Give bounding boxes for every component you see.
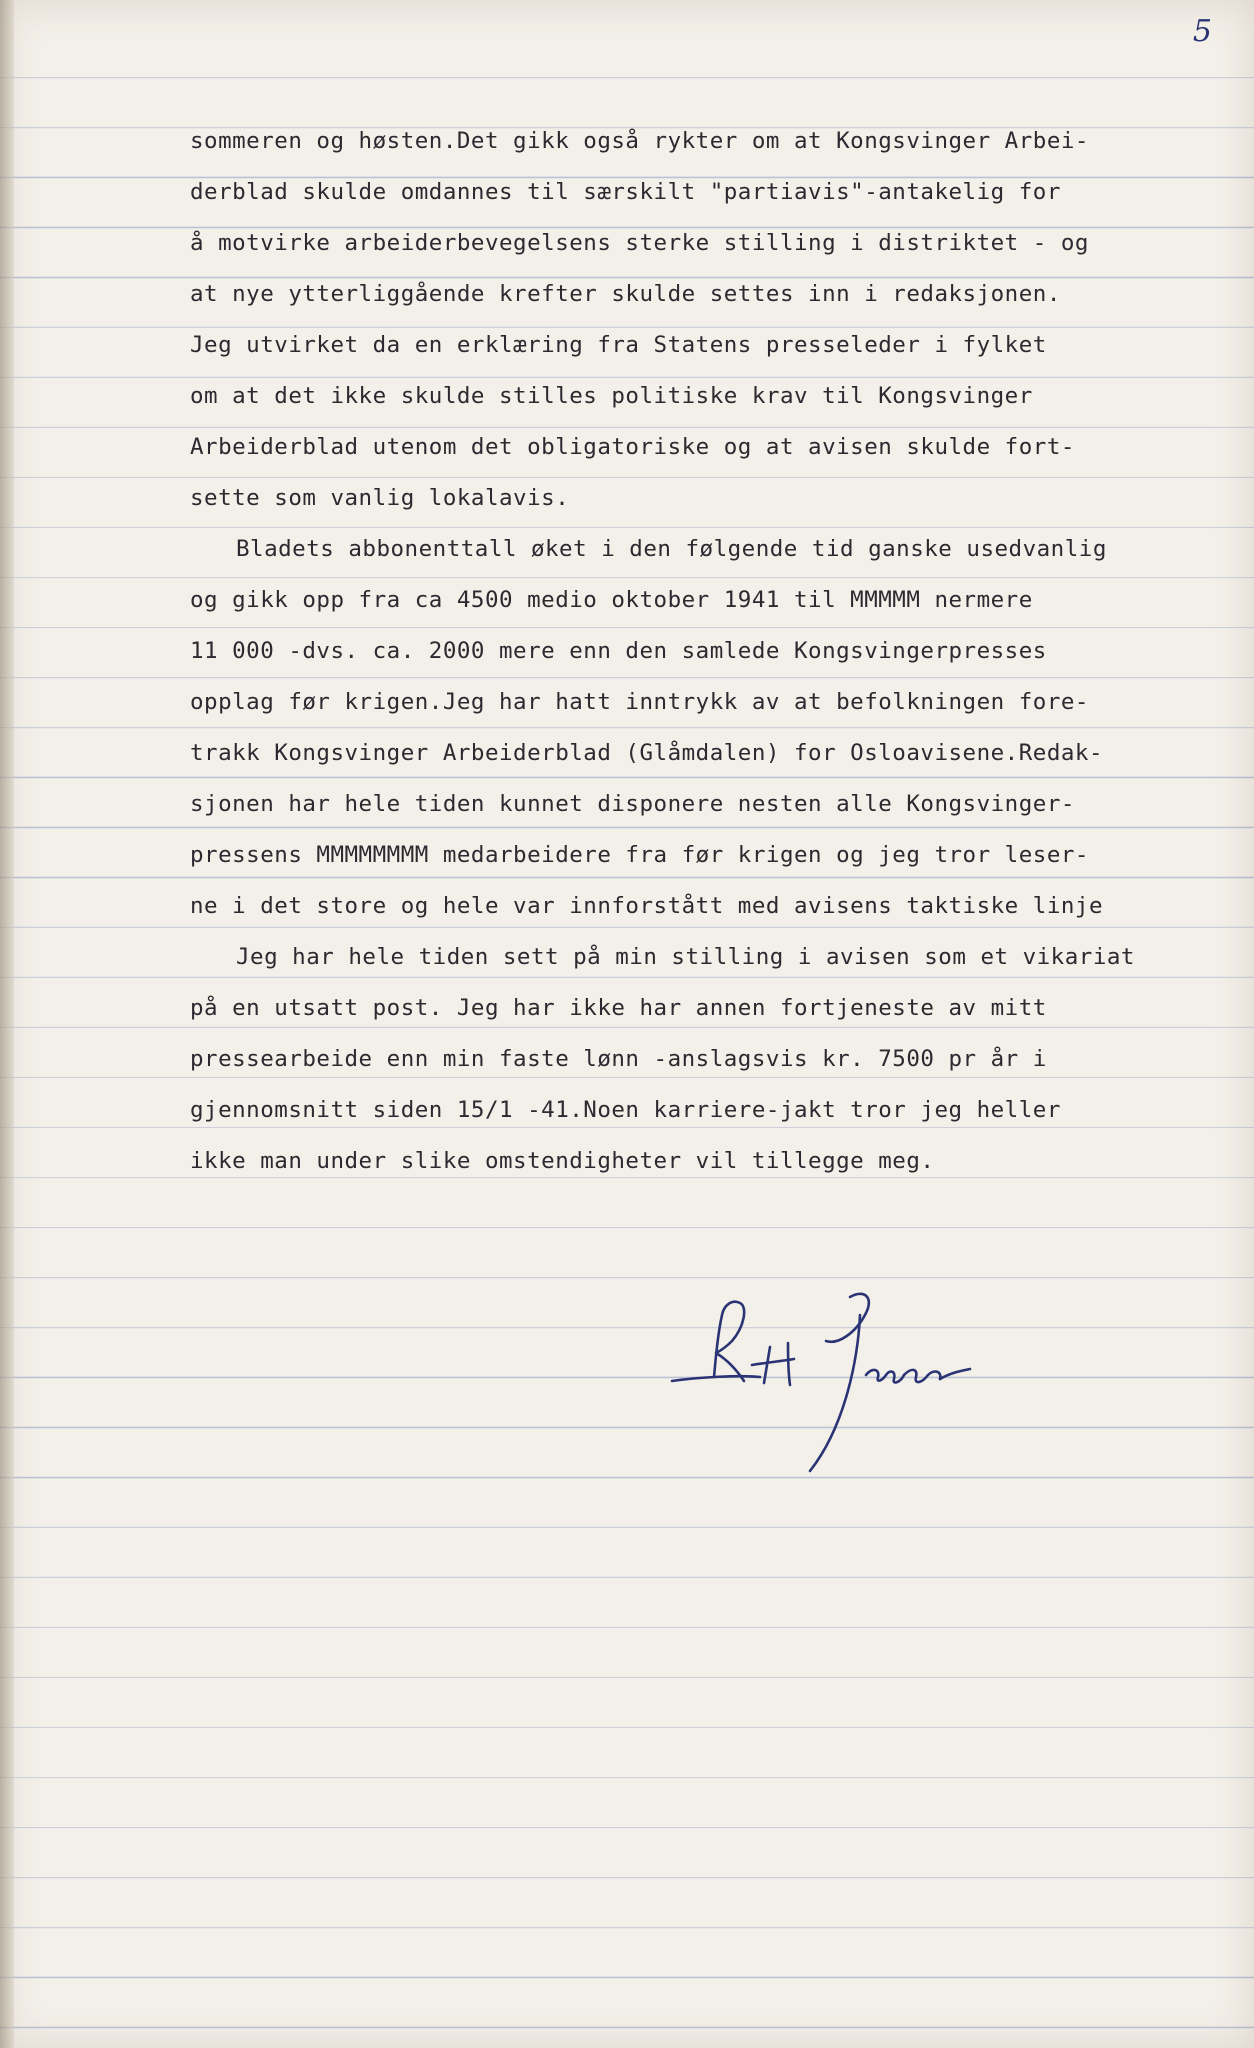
text-line: sjonen har hele tiden kunnet disponere nesten alle Kongsvinger- — [190, 791, 1075, 817]
text-line: gjennomsnitt siden 15/1 -41.Noen karriere-jakt tror jeg heller — [190, 1097, 1061, 1123]
text-line: sette som vanlig lokalavis. — [190, 485, 570, 511]
text-line: at nye ytterliggående krefter skulde settes inn i redaksjonen. — [190, 281, 1061, 307]
text-line: 11 000 -dvs. ca. 2000 mere enn den samlede Kongsvingerpresses — [190, 638, 1047, 664]
text-line: ikke man under slike omstendigheter vil tillegge meg. — [190, 1148, 935, 1174]
text-line: å motvirke arbeiderbevegelsens sterke stilling i distriktet - og — [190, 230, 1089, 256]
text-line: om at det ikke skulde stilles politiske krav til Kongsvinger — [190, 383, 1033, 409]
page-number: 5 — [1192, 14, 1212, 49]
text-line: Jeg utvirket da en erklæring fra Statens presseleder i fylket — [190, 332, 1047, 358]
text-line: Bladets abbonenttall øket i den følgende tid ganske usedvanlig — [236, 536, 1107, 562]
text-line: ne i det store og hele var innforstått med avisens taktiske linje — [190, 893, 1103, 919]
text-line: Jeg har hele tiden sett på min stilling i avisen som et vikariat — [236, 944, 1135, 970]
text-line: sommeren og høsten.Det gikk også rykter om at Kongsvinger Arbei- — [190, 128, 1089, 154]
text-line: trakk Kongsvinger Arbeiderblad (Glåmdalen) for Osloavisene.Redak- — [190, 740, 1103, 766]
text-line: pressens MMMMMMMM medarbeidere fra før krigen og jeg tror leser- — [190, 842, 1089, 868]
text-line: opplag før krigen.Jeg har hatt inntrykk av at befolkningen fore- — [190, 689, 1089, 715]
text-line: pressearbeide enn min faste lønn -anslagsvis kr. 7500 pr år i — [190, 1046, 1047, 1072]
typed-text-block — [190, 116, 1190, 1187]
handwritten-signature — [660, 1285, 1000, 1485]
text-line: Arbeiderblad utenom det obligatoriske og at avisen skulde fort- — [190, 434, 1075, 460]
signature-drawing — [660, 1285, 1000, 1485]
text-line: derblad skulde omdannes til særskilt "partiavis"-antakelig for — [190, 179, 1061, 205]
binding-edge — [0, 0, 14, 2048]
text-line: og gikk opp fra ca 4500 medio oktober 1941 til MMMMM nermere — [190, 587, 1033, 613]
text-line: på en utsatt post. Jeg har ikke har annen fortjeneste av mitt — [190, 995, 1047, 1021]
